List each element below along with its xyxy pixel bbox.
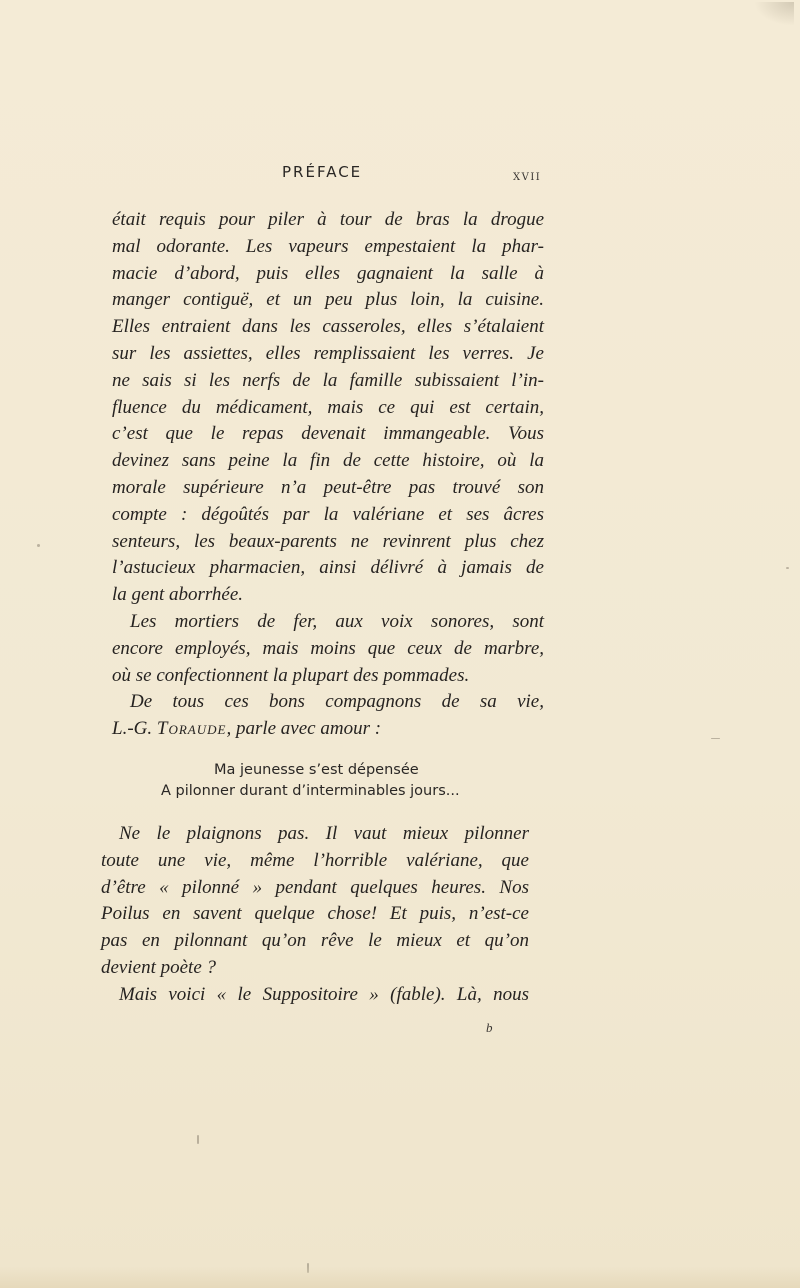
text-line: devinez sans peine la fin de cette histoire, où la bbox=[112, 450, 544, 472]
text-line: macie d’abord, puis elles gagnaient la salle à bbox=[112, 262, 544, 284]
page-bottom-edge bbox=[0, 1266, 800, 1288]
text-line: où se confectionnent la plupart des pommades. bbox=[112, 664, 470, 686]
paper-speck bbox=[711, 738, 720, 739]
text-line: d’être « pilonné » pendant quelques heures. Nos bbox=[101, 876, 529, 898]
text-line: pas en pilonnant qu’on rêve le mieux et qu’on bbox=[101, 930, 529, 952]
text-line: fluence du médicament, mais ce qui est certain, bbox=[112, 396, 544, 418]
text-line: Poilus en savent quelque chose! Et puis, n’est-ce bbox=[101, 903, 529, 925]
text-line: compte : dégoûtés par la valériane et ses âcres bbox=[112, 503, 544, 525]
text-line: Elles entraient dans les casseroles, elles s’étalaient bbox=[112, 316, 544, 338]
text-line: morale supérieure n’a peut-être pas trouvé son bbox=[112, 476, 544, 498]
text-line: c’est que le repas devenait immangeable. Vous bbox=[112, 423, 544, 445]
text-line: De tous ces bons compagnons de sa vie, bbox=[130, 691, 544, 713]
text-line: manger contiguë, et un peu plus loin, la cuisine. bbox=[112, 289, 544, 311]
running-title: PRÉFACE bbox=[282, 163, 363, 181]
text-line: senteurs, les beaux-parents ne revinrent plus chez bbox=[112, 530, 544, 552]
running-head bbox=[0, 163, 800, 187]
text-line: toute une vie, même l’horrible valériane, que bbox=[101, 849, 529, 871]
text-line: devient poète ? bbox=[101, 956, 217, 978]
paper-speck bbox=[37, 544, 40, 547]
text-line: était requis pour piler à tour de bras la drogue bbox=[112, 209, 544, 230]
body-text-continued bbox=[101, 821, 529, 1009]
paper-speck bbox=[197, 1135, 199, 1144]
author-name: Toraude bbox=[156, 718, 227, 740]
author-attribution-line bbox=[112, 716, 544, 743]
text-line: la gent aborrhée. bbox=[112, 584, 244, 606]
text-line: Les mortiers de fer, aux voix sonores, sont bbox=[130, 610, 544, 632]
author-suffix: , parle avec amour : bbox=[226, 718, 382, 740]
text-line: ne sais si les nerfs de la famille subissaient l’in- bbox=[112, 369, 544, 391]
text-line: Ne le plaignons pas. Il vaut mieux pilonner bbox=[119, 823, 529, 844]
verse-quote bbox=[0, 760, 800, 802]
verse-line: Ma jeunesse s’est dépensée bbox=[214, 762, 419, 778]
text-line: encore employés, mais moins que ceux de marbre, bbox=[112, 637, 544, 659]
verse-line: A pilonner durant d’interminables jours... bbox=[161, 783, 460, 799]
gathering-signature: b bbox=[486, 1020, 493, 1035]
body-text bbox=[112, 207, 544, 743]
paper-speck bbox=[786, 567, 789, 569]
page-number: XVII bbox=[513, 172, 542, 183]
text-line: mal odorante. Les vapeurs empestaient la phar- bbox=[112, 235, 544, 257]
text-line: sur les assiettes, elles remplissaient les verres. Je bbox=[112, 342, 544, 364]
page-corner-stain bbox=[754, 2, 794, 26]
author-prefix: L.-G. bbox=[112, 718, 157, 740]
text-line: Mais voici « le Suppositoire » (fable). Là, nous bbox=[119, 983, 529, 1005]
text-line: l’astucieux pharmacien, ainsi délivré à jamais de bbox=[112, 557, 544, 579]
